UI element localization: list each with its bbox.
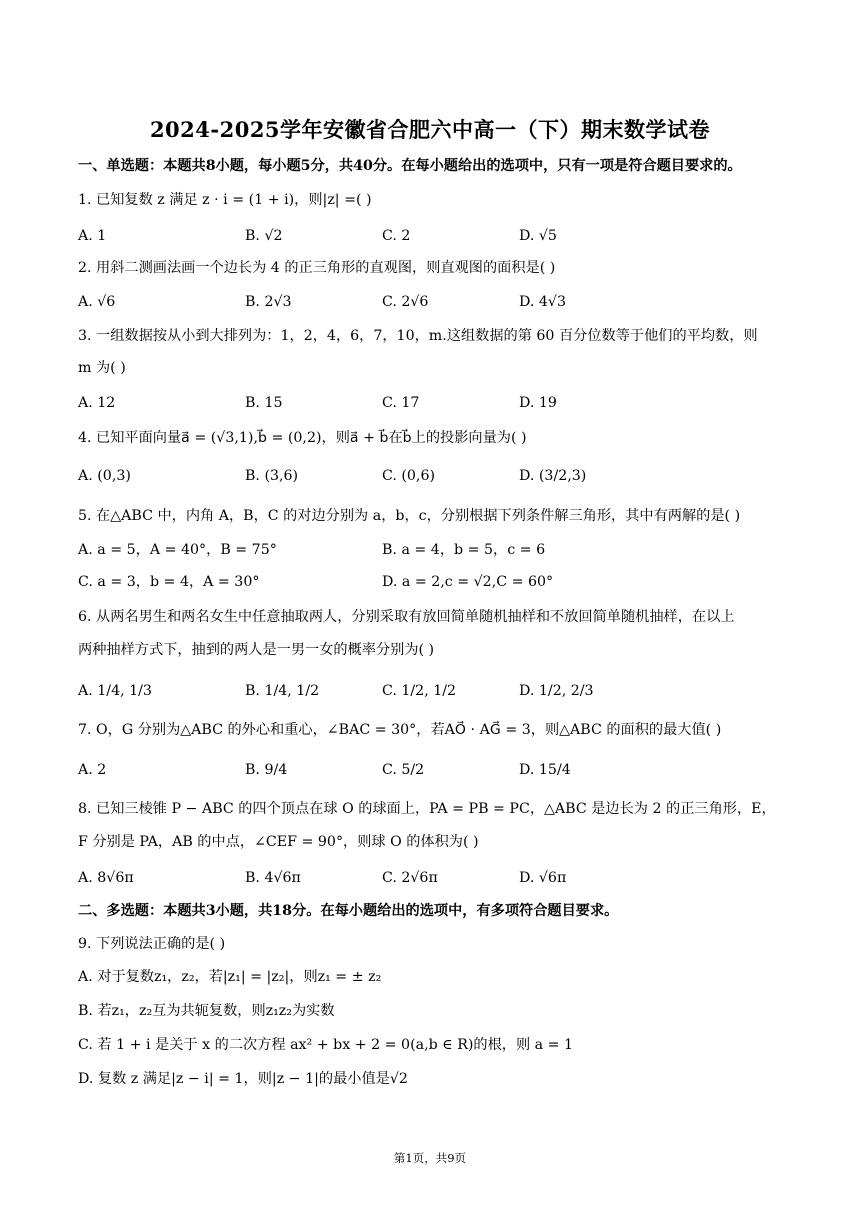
q2-option-c: C. 2√6 <box>382 294 429 310</box>
q8-option-c: C. 2√6π <box>382 870 438 886</box>
q9-option-d: D. 复数 z 满足|z − i| = 1，则|z − 1|的最小值是√2 <box>78 1071 408 1087</box>
q1-option-c: C. 2 <box>382 228 411 244</box>
q4-option-a: A. (0,3) <box>78 468 131 484</box>
q4-option-c: C. (0,6) <box>382 468 436 484</box>
q6-option-b: B. 1/4, 1/2 <box>245 683 320 699</box>
question-5-stem: 5. 在△ABC 中，内角 A，B，C 的对边分别为 a，b，c，分别根据下列条件解三角形，其中有两解的是( ) <box>78 508 741 524</box>
q5-option-d: D. a = 2,c = √2,C = 60° <box>382 574 554 590</box>
question-6-stem-line2: 两种抽样方式下，抽到的两人是一男一女的概率分别为( ) <box>78 642 435 658</box>
q5-option-b: B. a = 4，b = 5，c = 6 <box>382 542 546 558</box>
question-1-stem: 1. 已知复数 z 满足 z · i = (1 + i)，则|z| =( ) <box>78 192 372 208</box>
q3-option-c: C. 17 <box>382 395 420 411</box>
exam-title: 2024-2025学年安徽省合肥六中高一（下）期末数学试卷 <box>149 117 711 142</box>
q1-option-d: D. √5 <box>519 228 557 244</box>
q2-option-a: A. √6 <box>78 294 116 310</box>
question-3-stem-line1: 3. 一组数据按从小到大排列为：1，2，4，6，7，10，m.这组数据的第 60 百分位数等于他们的平均数，则 <box>78 328 758 344</box>
question-4-stem: 4. 已知平面向量a⃗ = (√3,1),b⃗ = (0,2)，则a⃗ + b⃗在b⃗上的投影向量为( ) <box>78 430 527 446</box>
q5-option-a: A. a = 5，A = 40°，B = 75° <box>78 542 277 558</box>
section-1-heading: 一、单选题：本题共8小题，每小题5分，共40分。在每小题给出的选项中，只有一项是符合题目要求的。 <box>78 158 742 174</box>
q9-option-c: C. 若 1 + i 是关于 x 的二次方程 ax² + bx + 2 = 0(a,b ∈ R)的根，则 a = 1 <box>78 1037 574 1053</box>
q6-option-c: C. 1/2, 1/2 <box>382 683 457 699</box>
question-7-stem: 7. O，G 分别为△ABC 的外心和重心，∠BAC = 30°，若AO⃗ · AG⃗ = 3，则△ABC 的面积的最大值( ) <box>78 722 722 738</box>
q8-option-d: D. √6π <box>519 870 567 886</box>
q7-option-a: A. 2 <box>78 762 107 778</box>
question-9-stem: 9. 下列说法正确的是( ) <box>78 936 226 952</box>
q7-option-c: C. 5/2 <box>382 762 425 778</box>
q6-option-d: D. 1/2, 2/3 <box>519 683 594 699</box>
q6-option-a: A. 1/4, 1/3 <box>78 683 152 699</box>
q7-option-b: B. 9/4 <box>245 762 288 778</box>
q3-option-b: B. 15 <box>245 395 283 411</box>
q9-option-b: B. 若z₁，z₂互为共轭复数，则z₁z₂为实数 <box>78 1003 335 1019</box>
q3-option-a: A. 12 <box>78 395 116 411</box>
q8-option-b: B. 4√6π <box>245 870 301 886</box>
q4-option-b: B. (3,6) <box>245 468 299 484</box>
q8-option-a: A. 8√6π <box>78 870 134 886</box>
question-3-stem-line2: m 为( ) <box>78 360 126 376</box>
question-6-stem-line1: 6. 从两名男生和两名女生中任意抽取两人，分别采取有放回简单随机抽样和不放回简单随机抽样，在以上 <box>78 609 735 625</box>
q9-option-a: A. 对于复数z₁，z₂，若|z₁| = |z₂|，则z₁ = ± z₂ <box>78 969 382 985</box>
q3-option-d: D. 19 <box>519 395 557 411</box>
page-footer: 第1页，共9页 <box>393 1151 467 1165</box>
q1-option-b: B. √2 <box>245 228 283 244</box>
q4-option-d: D. (3/2,3) <box>519 468 587 484</box>
question-8-stem-line1: 8. 已知三棱锥 P − ABC 的四个顶点在球 O 的球面上，PA = PB = PC，△ABC 是边长为 2 的正三角形，E， <box>78 801 776 817</box>
question-8-stem-line2: F 分别是 PA，AB 的中点，∠CEF = 90°，则球 O 的体积为( ) <box>78 834 479 850</box>
q2-option-d: D. 4√3 <box>519 294 566 310</box>
question-2-stem: 2. 用斜二测画法画一个边长为 4 的正三角形的直观图，则直观图的面积是( ) <box>78 260 556 276</box>
q5-option-c: C. a = 3，b = 4，A = 30° <box>78 574 260 590</box>
section-2-heading: 二、多选题：本题共3小题，共18分。在每小题给出的选项中，有多项符合题目要求。 <box>78 903 619 919</box>
q1-option-a: A. 1 <box>78 228 107 244</box>
q7-option-d: D. 15/4 <box>519 762 571 778</box>
q2-option-b: B. 2√3 <box>245 294 292 310</box>
